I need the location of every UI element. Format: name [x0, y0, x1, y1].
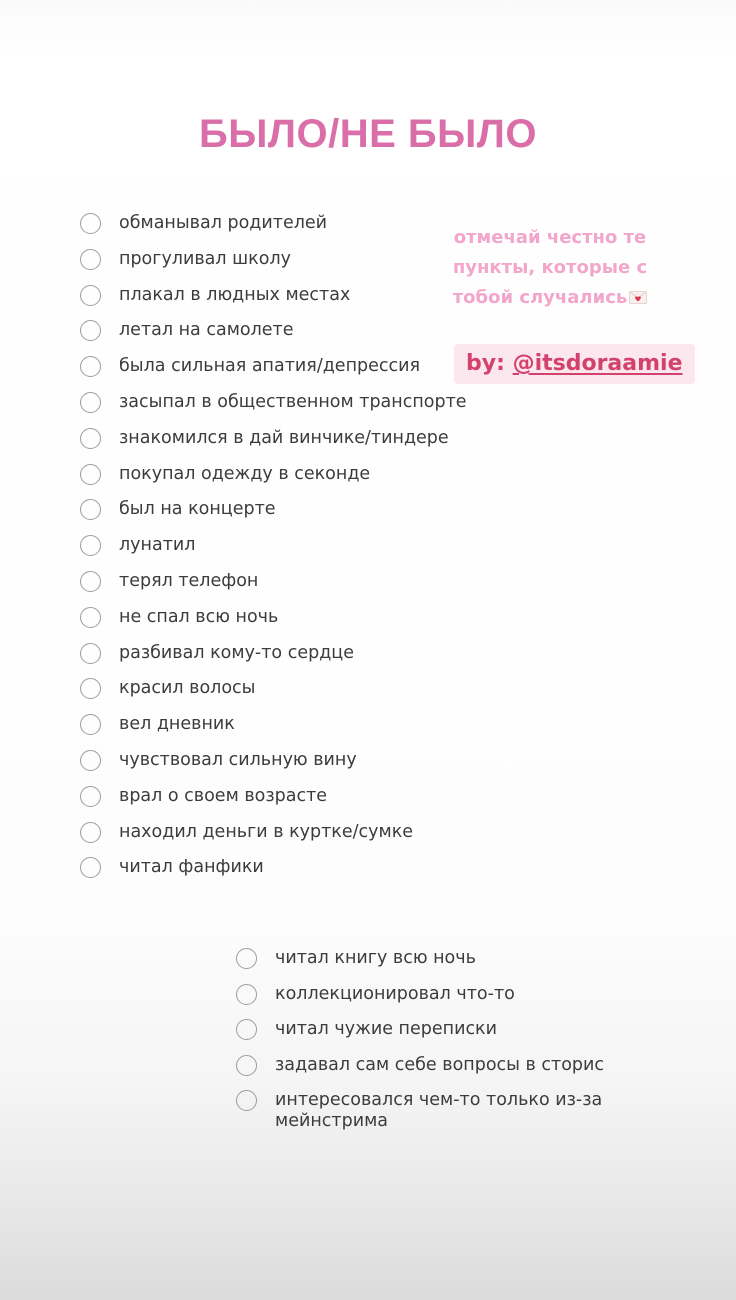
author-credit-prefix: by: — [466, 351, 505, 376]
checklist-item — [80, 422, 467, 458]
checkbox-circle[interactable] — [80, 392, 101, 413]
checkbox-circle[interactable] — [80, 786, 101, 807]
checkbox-circle[interactable] — [80, 285, 101, 306]
checklist-item — [80, 851, 467, 887]
checkbox-circle[interactable] — [80, 643, 101, 664]
checkbox-circle[interactable] — [80, 678, 101, 699]
checklist-item — [80, 529, 467, 565]
checklist-item — [236, 1049, 615, 1085]
checklist-item-label: интересовался чем-то только из-за мейнстрима — [275, 1090, 603, 1131]
checklist-item-label: плакал в людных местах — [119, 284, 351, 305]
checklist-item — [80, 744, 467, 780]
checklist-item-label: был на концерте — [119, 499, 276, 520]
instruction-note-line: пункты, которые с — [452, 257, 648, 278]
checklist-item — [80, 279, 467, 315]
checklist-item — [236, 1013, 615, 1049]
checklist-item-label: прогуливал школу — [119, 248, 291, 269]
checklist-item — [80, 314, 467, 350]
checkbox-circle[interactable] — [80, 607, 101, 628]
instruction-note-text: тобой случались — [452, 287, 628, 308]
checkbox-circle[interactable] — [80, 320, 101, 341]
checkbox-circle[interactable] — [80, 822, 101, 843]
checklist-extra — [236, 942, 615, 1131]
checklist-item-label: чувствовал сильную вину — [119, 749, 357, 770]
checklist-item-label: знакомился в дай винчике/тиндере — [119, 427, 449, 448]
checklist-item — [80, 780, 467, 816]
checklist-item-label: врал о своем возрасте — [119, 785, 328, 806]
checkbox-circle[interactable] — [80, 249, 101, 270]
checkbox-circle[interactable] — [236, 1090, 257, 1111]
checklist-item — [80, 672, 467, 708]
checklist-item-label: вел дневник — [119, 714, 235, 735]
checkbox-circle[interactable] — [80, 213, 101, 234]
checklist-item — [80, 386, 467, 422]
checklist-item — [80, 565, 467, 601]
checklist-item-label: не спал всю ночь — [119, 606, 279, 627]
checklist-item-label: коллекционировал что-то — [275, 983, 515, 1004]
checklist-item — [236, 978, 615, 1014]
checkbox-circle[interactable] — [236, 1055, 257, 1076]
checklist-item-label: обманывал родителей — [119, 213, 328, 233]
checklist-item-label: читал книгу всю ночь — [275, 948, 476, 968]
checkbox-circle[interactable] — [80, 857, 101, 878]
checklist-item-label: красил волосы — [119, 678, 256, 699]
checkbox-circle[interactable] — [80, 499, 101, 520]
checklist-item — [80, 708, 467, 744]
author-handle-link[interactable]: @itsdoraamie — [512, 351, 683, 376]
checklist-item — [80, 816, 467, 852]
checklist-item-label: читал чужие переписки — [275, 1019, 498, 1039]
checklist-item — [80, 493, 467, 529]
checklist-item-label: разбивал кому-то сердце — [119, 642, 354, 663]
author-credit — [454, 344, 695, 384]
instruction-note-line: отмечай честно те — [453, 227, 647, 248]
checkbox-circle[interactable] — [80, 714, 101, 735]
checklist-item-label: засыпал в общественном транспорте — [119, 391, 467, 412]
checkbox-circle[interactable] — [80, 428, 101, 449]
checklist-item — [80, 601, 467, 637]
checklist-item-label: читал фанфики — [119, 857, 264, 878]
checklist-item — [236, 942, 615, 978]
checkbox-circle[interactable] — [80, 535, 101, 556]
checklist-item — [80, 207, 467, 243]
checklist-item-label: лунатил — [119, 535, 196, 556]
checklist-item — [80, 243, 467, 279]
page-title: БЫЛО/НЕ БЫЛО — [199, 112, 537, 156]
checklist-item-label: летал на самолете — [119, 320, 294, 341]
checklist-item — [236, 1084, 615, 1131]
checkbox-circle[interactable] — [236, 984, 257, 1005]
checklist-item-label: терял телефон — [119, 570, 259, 591]
checkbox-circle[interactable] — [80, 356, 101, 377]
checkbox-circle[interactable] — [236, 1019, 257, 1040]
checklist-item-label: задавал сам себе вопросы в сторис — [275, 1054, 605, 1075]
checklist — [80, 207, 467, 887]
checkbox-circle[interactable] — [236, 948, 257, 969]
checklist-item — [80, 350, 467, 386]
checklist-item — [80, 637, 467, 673]
checkbox-circle[interactable] — [80, 571, 101, 592]
love-letter-icon — [629, 291, 647, 304]
checklist-item-label: находил деньги в куртке/сумке — [119, 821, 414, 842]
checklist-item-label: покупал одежду в секонде — [119, 463, 371, 484]
checkbox-circle[interactable] — [80, 464, 101, 485]
checklist-item-label: была сильная апатия/депрессия — [119, 356, 421, 377]
checklist-item — [80, 458, 467, 494]
checkbox-circle[interactable] — [80, 750, 101, 771]
